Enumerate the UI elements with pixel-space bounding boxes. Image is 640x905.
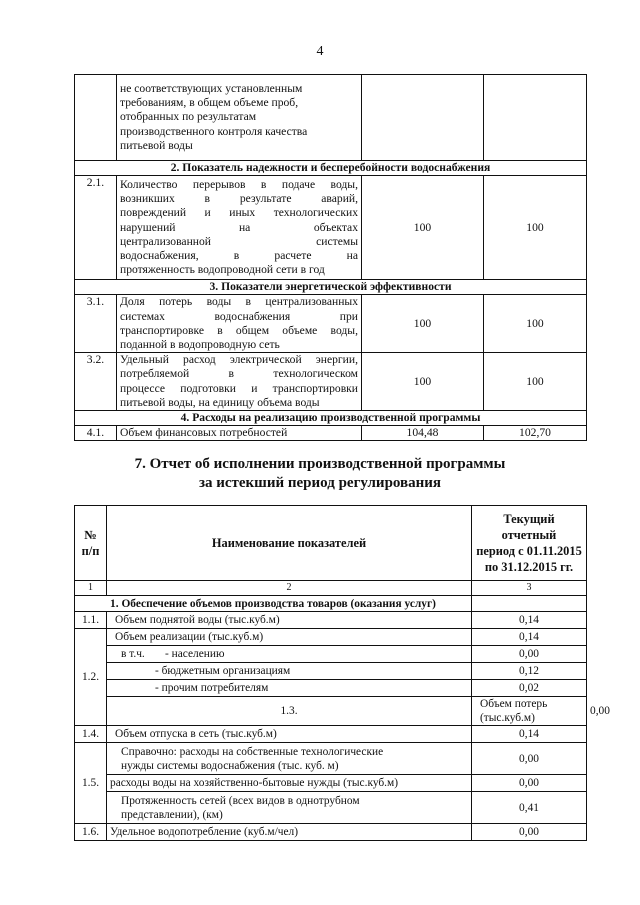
table-row: 1.1. Объем поднятой воды (тыс.куб.м) 0,14	[75, 612, 587, 629]
section-3-title: 3. Показатели энергетической эффективности	[75, 280, 587, 295]
page-number: 4	[316, 44, 324, 59]
table-row: - прочим потребителям 0,02	[75, 680, 587, 697]
table-row: 1.6. Удельное водопотребление (куб.м/чел) 0,00	[75, 824, 587, 841]
column-header-number: № п/п	[75, 506, 107, 581]
indicators-table-continued	[74, 74, 587, 441]
section-2-title: 2. Показатель надежности и бесперебойности водоснабжения	[75, 161, 587, 176]
table-row: 1.4. Объем отпуска в сеть (тыс.куб.м) 0,14	[75, 726, 587, 743]
section-header-row	[75, 596, 587, 612]
section-7-subtitle: за истекший период регулирования	[198, 475, 442, 491]
table-row: 1.5. Справочно: расходы на собственные технологические нужды системы водоснабжения (тыс. куб. м) 0,00	[75, 743, 587, 775]
column-header-name: Наименование показателей	[107, 506, 472, 581]
actual-value: 100	[484, 353, 587, 411]
column-header-period: Текущий отчетный период с 01.11.2015 по 31.12.2015 гг.	[472, 506, 587, 581]
table-row	[75, 176, 587, 280]
indicator-description: не соответствующих установленным требованиям, в общем объеме проб, отобранных по результатам производственного контроля качества питьевой воды	[117, 75, 362, 161]
planned-value: 100	[362, 295, 484, 353]
actual-value: 100	[484, 176, 587, 280]
table-row	[75, 353, 587, 411]
row-number: 3.2.	[75, 353, 117, 411]
table-row: в т.ч. - населению 0,00	[75, 646, 587, 663]
table-header-row	[75, 506, 587, 581]
planned-value: 100	[362, 176, 484, 280]
planned-value: 104,48	[362, 426, 484, 441]
table-row: 1.3. Объем потерь (тыс.куб.м) 0,00	[75, 697, 587, 726]
planned-value: 100	[362, 353, 484, 411]
section-4-title: 4. Расходы на реализацию производственной программы	[75, 411, 587, 426]
row-number: 2.1.	[75, 176, 117, 280]
section-header-row	[75, 280, 587, 295]
column-index-row: 1 2 3	[75, 581, 587, 596]
row-number: 4.1.	[75, 426, 117, 441]
section-header-row	[75, 411, 587, 426]
section-header-row	[75, 161, 587, 176]
table-row: 1.2. Объем реализации (тыс.куб.м) 0,14	[75, 629, 587, 646]
table-row: Протяженность сетей (всех видов в однотрубном представлении), (км) 0,41	[75, 792, 587, 824]
table-row	[75, 426, 587, 441]
actual-value: 102,70	[484, 426, 587, 441]
indicator-description: Количество перерывов в подаче воды, возникших в результате аварий, повреждений и иных технологических нарушений на объектах централизованной системы водоснабжения, в расчете на протяженность водопроводной сети в год	[117, 176, 362, 280]
indicator-description: Доля потерь воды в централизованных системах водоснабжения при транспортировке в общем объеме воды, поданной в водопроводную сеть	[117, 295, 362, 353]
table-row	[75, 295, 587, 353]
indicator-description: Удельный расход электрической энергии, потребляемой в технологическом процессе подготовки и транспортировки питьевой воды, на единицу объема воды	[117, 353, 362, 411]
table-row: - бюджетным организациям 0,12	[75, 663, 587, 680]
section-1-title: 1. Обеспечение объемов производства товаров (оказания услуг)	[75, 596, 472, 612]
section-7-title: 7. Отчет об исполнении производственной программы	[134, 456, 506, 472]
report-table	[74, 505, 610, 841]
indicator-description: Объем финансовых потребностей	[117, 426, 362, 441]
actual-value: 100	[484, 295, 587, 353]
table-row: расходы воды на хозяйственно-бытовые нужды (тыс.куб.м) 0,00	[75, 775, 587, 792]
row-number: 3.1.	[75, 295, 117, 353]
table-row	[75, 75, 587, 161]
